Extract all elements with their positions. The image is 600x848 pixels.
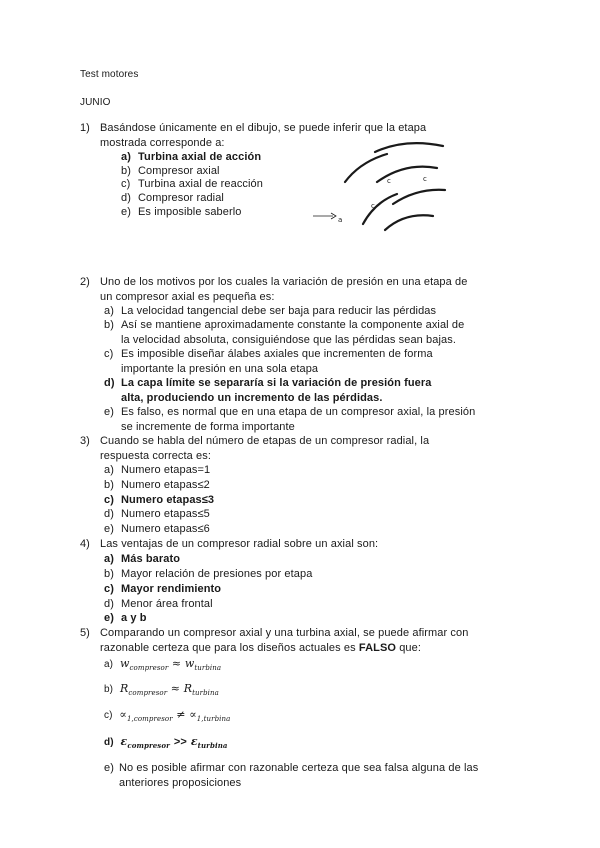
q5-option-e-letter: e) bbox=[104, 762, 114, 774]
question-2-number: 2) bbox=[80, 276, 90, 288]
q2-option-d-letter: d) bbox=[104, 377, 115, 389]
q5-a-sub1: compresor bbox=[129, 664, 169, 673]
q3-option-c: Numero etapas≤3 bbox=[121, 494, 215, 506]
q5-b-relation: ≈ bbox=[170, 682, 181, 695]
q5-a-relation: ≈ bbox=[171, 657, 182, 670]
question-5-text: Comparando un compresor axial y una turbina axial, se puede afirmar con bbox=[100, 627, 469, 639]
question-3-number: 3) bbox=[80, 435, 90, 447]
q3-option-b: Numero etapas≤2 bbox=[121, 479, 210, 491]
q4-option-d: Menor área frontal bbox=[121, 598, 213, 610]
q2-option-c-cont: importante la presión en una sola etapa bbox=[121, 363, 319, 375]
section-label: JUNIO bbox=[80, 97, 111, 108]
q5-d-symbol-2: ε bbox=[190, 735, 198, 748]
question-3-text-cont: respuesta correcta es: bbox=[100, 450, 212, 462]
q5-option-b bbox=[104, 682, 219, 700]
question-1-text-cont: mostrada corresponde a: bbox=[100, 137, 225, 149]
q2-option-e: Es falso, es normal que en una etapa de un compresor axial, la presión bbox=[121, 406, 476, 418]
q4-option-e: a y b bbox=[121, 612, 147, 624]
q1-option-d: Compresor radial bbox=[138, 192, 224, 204]
document-title: Test motores bbox=[80, 69, 139, 80]
question-2-text: Uno de los motivos por los cuales la variación de presión en una etapa de bbox=[100, 276, 468, 288]
velocity-label-c3: c bbox=[371, 202, 375, 210]
question-4-text: Las ventajas de un compresor radial sobre un axial son: bbox=[100, 538, 379, 550]
q4-option-a: Más barato bbox=[121, 553, 181, 565]
q5-b-sub2: turbina bbox=[192, 689, 219, 698]
velocity-label-c2: c bbox=[423, 175, 427, 183]
q3-option-d: Numero etapas≤5 bbox=[121, 508, 210, 520]
q5-d-relation: >> bbox=[173, 736, 187, 748]
q2-option-e-letter: e) bbox=[104, 406, 114, 418]
q2-option-b-cont: la velocidad absoluta, consiguiéndose que las pérdidas sean bajas. bbox=[121, 334, 456, 346]
q3-option-e-letter: e) bbox=[104, 523, 114, 535]
velocity-label-c1: c bbox=[387, 177, 391, 185]
q5-option-a bbox=[104, 657, 221, 675]
q5-c-sub2: 1,turbina bbox=[196, 715, 231, 724]
q5-c-symbol: ∝ bbox=[119, 708, 127, 721]
blade-stage-diagram bbox=[305, 138, 455, 238]
q3-option-e: Numero etapas≤6 bbox=[121, 523, 210, 535]
q5-option-a-letter: a) bbox=[104, 659, 114, 670]
q4-option-a-letter: a) bbox=[104, 553, 114, 565]
q5-text-post: que: bbox=[396, 642, 422, 654]
question-3-text: Cuando se habla del número de etapas de un compresor radial, la bbox=[100, 435, 430, 447]
q4-option-e-letter: e) bbox=[104, 612, 114, 624]
q5-c-relation: ≠ bbox=[176, 708, 186, 721]
q2-option-d: La capa límite se separaría si la variación de presión fuera bbox=[121, 377, 432, 389]
q3-option-a: Numero etapas=1 bbox=[121, 464, 211, 476]
q1-option-b-letter: b) bbox=[121, 165, 131, 177]
q2-option-a-letter: a) bbox=[104, 305, 114, 317]
q3-option-d-letter: d) bbox=[104, 508, 114, 520]
q3-option-c-letter: c) bbox=[104, 494, 114, 506]
question-5-text-cont bbox=[100, 641, 421, 655]
q1-option-a: Turbina axial de acción bbox=[138, 151, 262, 163]
q5-d-sub2: turbina bbox=[197, 741, 228, 751]
q5-c-symbol-2: ∝ bbox=[189, 708, 197, 721]
q1-option-d-letter: d) bbox=[121, 192, 131, 204]
question-4-number: 4) bbox=[80, 538, 90, 550]
q1-option-a-letter: a) bbox=[121, 151, 131, 163]
q5-option-c bbox=[104, 708, 230, 726]
q1-option-c-letter: c) bbox=[121, 178, 131, 190]
q5-option-c-letter: c) bbox=[104, 710, 113, 721]
q5-d-symbol: ε bbox=[120, 735, 128, 748]
q5-text-pre: razonable certeza que para los diseños actuales es bbox=[100, 642, 359, 654]
q2-option-a: La velocidad tangencial debe ser baja para reducir las pérdidas bbox=[121, 305, 437, 317]
question-2-text-cont: un compresor axial es pequeña es: bbox=[100, 291, 275, 303]
question-5-number: 5) bbox=[80, 627, 90, 639]
inlet-label: a bbox=[338, 216, 343, 224]
q5-option-e: No es posible afirmar con razonable certeza que sea falsa alguna de las bbox=[119, 762, 479, 774]
q5-a-sub2: turbina bbox=[194, 664, 222, 673]
q5-b-symbol-2: R bbox=[183, 682, 193, 695]
q4-option-b-letter: b) bbox=[104, 568, 114, 580]
q5-option-d-letter: d) bbox=[104, 737, 114, 748]
q5-option-e-cont: anteriores proposiciones bbox=[119, 777, 242, 789]
q4-option-b: Mayor relación de presiones por etapa bbox=[121, 568, 313, 580]
q2-option-b-letter: b) bbox=[104, 319, 114, 331]
q5-d-sub1: compresor bbox=[127, 741, 170, 751]
q4-option-d-letter: d) bbox=[104, 598, 114, 610]
q3-option-a-letter: a) bbox=[104, 464, 114, 476]
q2-option-d-cont: alta, produciendo un incremento de las pérdidas. bbox=[121, 392, 383, 404]
q1-option-c: Turbina axial de reacción bbox=[138, 178, 263, 190]
q2-option-c: Es imposible diseñar álabes axiales que incrementen de forma bbox=[121, 348, 433, 360]
q5-a-symbol-2: w bbox=[184, 657, 195, 670]
q1-option-e-letter: e) bbox=[121, 206, 131, 218]
question-1-number: 1) bbox=[80, 122, 90, 134]
question-1-text: Basándose únicamente en el dibujo, se puede inferir que la etapa bbox=[100, 122, 427, 134]
q1-option-b: Compresor axial bbox=[138, 165, 220, 177]
q3-option-b-letter: b) bbox=[104, 479, 114, 491]
q5-a-symbol: w bbox=[119, 657, 130, 670]
q4-option-c-letter: c) bbox=[104, 583, 114, 595]
q5-b-symbol: R bbox=[119, 682, 129, 695]
q1-option-e: Es imposible saberlo bbox=[138, 206, 242, 218]
q5-option-d bbox=[104, 735, 228, 753]
q4-option-c: Mayor rendimiento bbox=[121, 583, 222, 595]
q5-c-sub1: 1,compresor bbox=[126, 715, 173, 724]
q2-option-c-letter: c) bbox=[104, 348, 114, 360]
q5-b-sub1: compresor bbox=[128, 689, 168, 698]
q2-option-b: Así se mantiene aproximadamente constante la componente axial de bbox=[121, 319, 465, 331]
q5-text-emphasis: FALSO bbox=[358, 642, 397, 654]
q5-option-b-letter: b) bbox=[104, 684, 114, 695]
q2-option-e-cont: se incremente de forma importante bbox=[121, 421, 295, 433]
